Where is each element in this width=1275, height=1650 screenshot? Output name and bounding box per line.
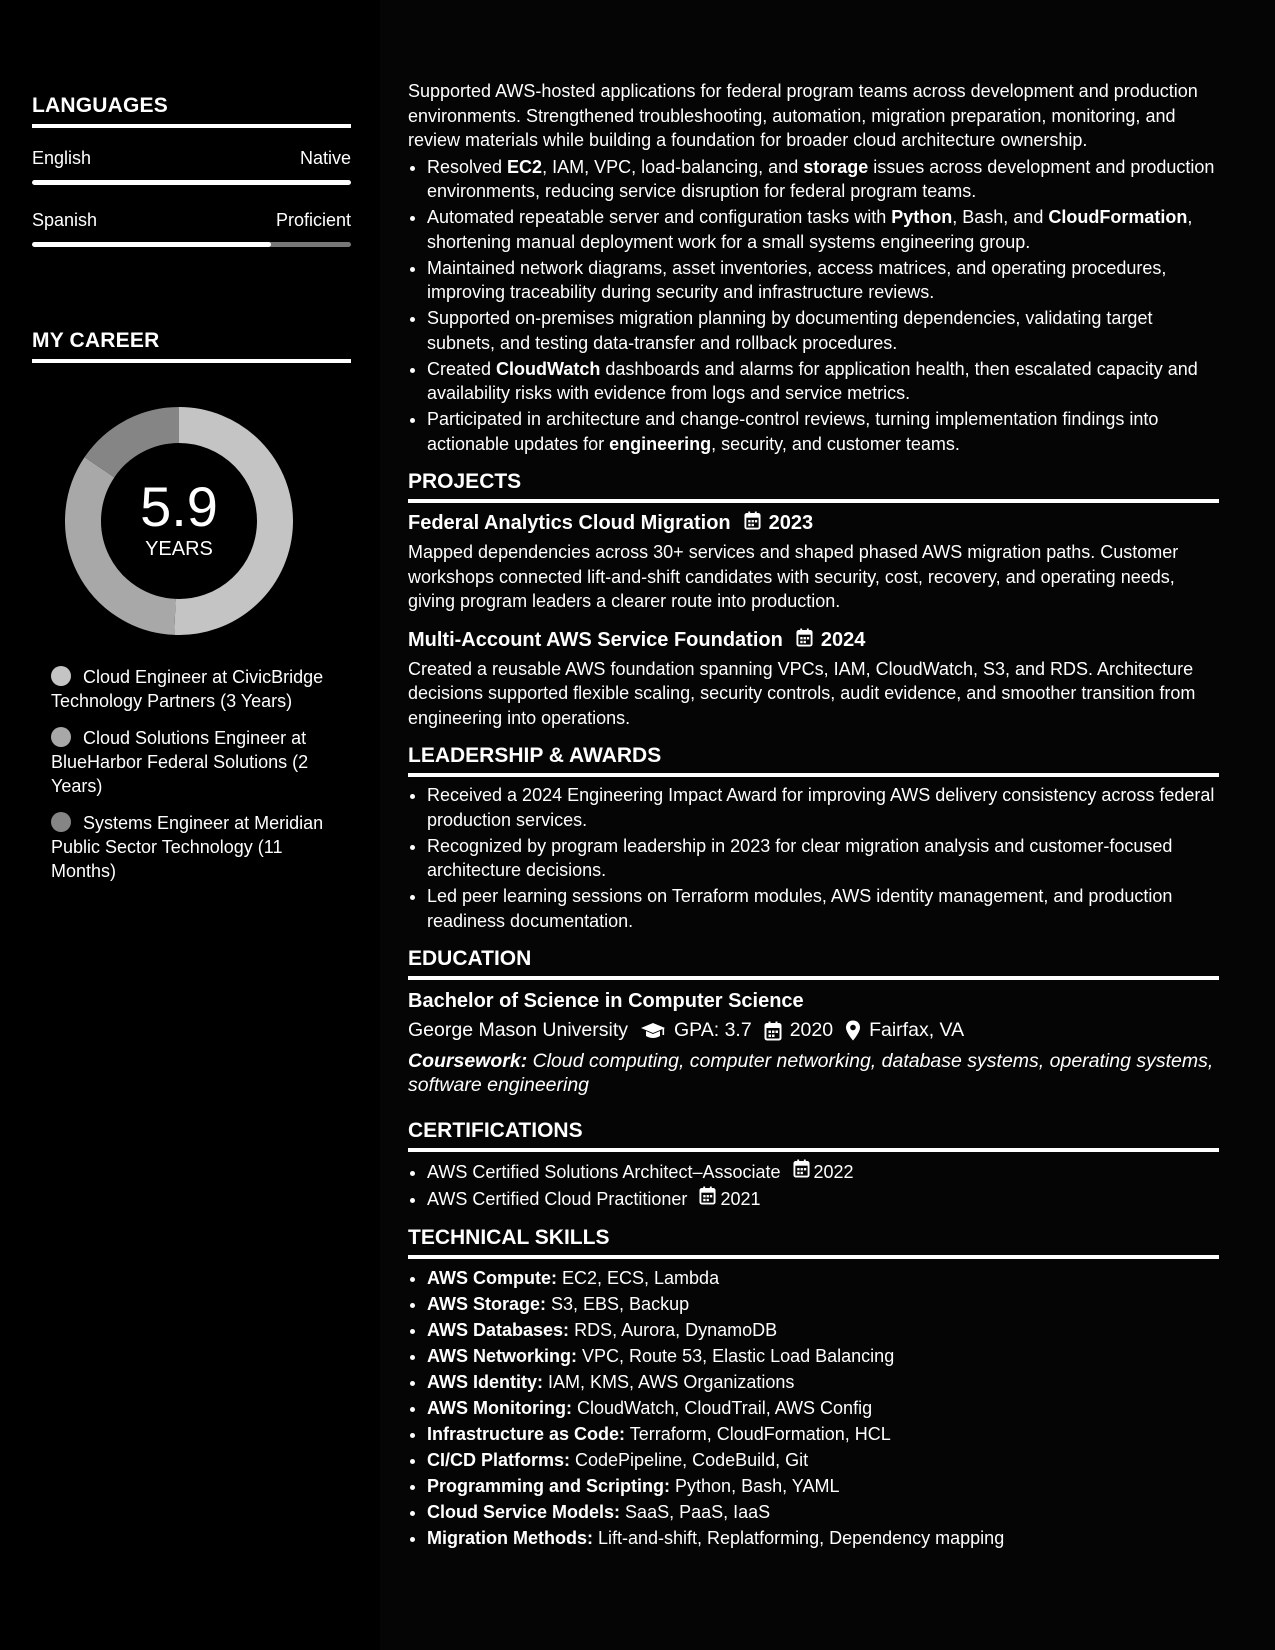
certification-row: [427, 1186, 1219, 1212]
career-dot: [51, 666, 71, 686]
language-row: [32, 210, 351, 231]
coursework-text: Cloud computing, computer networking, database systems, operating systems, software engineering: [408, 1050, 1214, 1096]
skill-value: Terraform, CloudFormation, HCL: [625, 1423, 891, 1444]
project-name: Multi-Account AWS Service Foundation: [408, 628, 783, 651]
projects-list: [408, 511, 1219, 730]
skill-value: CodePipeline, CodeBuild, Git: [570, 1449, 809, 1470]
degree-title: Bachelor of Science in Computer Science: [408, 990, 804, 1012]
skill-label: AWS Storage:: [427, 1293, 547, 1314]
language-proficiency-fill: [32, 242, 271, 247]
bullet-keyword: storage: [803, 156, 869, 177]
education-location: Fairfax, VA: [869, 1019, 965, 1041]
career-item: [51, 665, 336, 713]
bullet-text: Supported on-premises migration planning by documenting dependencies, validating target subnets, and testing data-transfer and rollback procedures.: [427, 308, 1153, 353]
experience-bullet: [427, 407, 1219, 456]
language-name: English: [32, 148, 92, 168]
experience-bullet: [427, 357, 1219, 406]
graduation-year: 2020: [789, 1019, 834, 1041]
calendar-icon: [744, 511, 761, 536]
calendar-icon: [796, 628, 813, 653]
certification-item: [427, 1159, 1219, 1185]
career-list: [51, 665, 336, 883]
bullet-keyword: CloudWatch: [496, 358, 601, 379]
sidebar-content: [32, 94, 351, 896]
bullet-text: Participated in architecture and change-control reviews, turning implementation findings into actionable updates for: [427, 409, 1159, 454]
skill-value: Python, Bash, YAML: [670, 1475, 840, 1496]
bullet-keyword: EC2: [507, 156, 543, 177]
experience-bullet: [427, 256, 1219, 305]
career-years-value: 5.9: [140, 475, 218, 538]
bullet-text: issues across development and production environments, reducing service disruption for federal program teams.: [427, 156, 1215, 201]
project-year: 2024: [820, 628, 866, 651]
bullet-text: , security, and customer teams.: [711, 433, 960, 454]
projects-heading: PROJECTS: [408, 470, 1219, 503]
education-meta: [408, 1019, 1219, 1042]
certifications-heading: CERTIFICATIONS: [408, 1119, 1219, 1152]
skill-item: [427, 1422, 1219, 1447]
project-title: [408, 511, 1219, 536]
bullet-text: Maintained network diagrams, asset inventories, access matrices, and operating procedures, improving traceability during security and infrastructure reviews.: [427, 257, 1167, 302]
skill-item: [427, 1396, 1219, 1421]
education-section: [408, 947, 1219, 1097]
career-dot: [51, 727, 71, 747]
leadership-item: • Received a 2024 Engineering Impact Award for improving AWS delivery consistency across federal production services.: [427, 783, 1219, 832]
school-name: George Mason University: [408, 1019, 629, 1041]
skill-value: VPC, Route 53, Elastic Load Balancing: [577, 1345, 895, 1366]
project-name: Federal Analytics Cloud Migration: [408, 512, 731, 534]
language-item: [32, 210, 351, 247]
language-proficiency-fill: [32, 180, 351, 185]
project-description: Created a reusable AWS foundation spanning VPCs, IAM, CloudWatch, S3, and RDS. Architecture decisions supported flexible scaling, security controls, audit evidence, and smoother transition from engineering into operations.: [408, 658, 1196, 728]
project-title: [408, 628, 1219, 653]
career-item-text: Systems Engineer at Meridian Public Sector Technology (11 Months): [51, 813, 324, 881]
certification-row: [427, 1159, 1219, 1185]
skill-item: [427, 1526, 1219, 1551]
skills-list: [408, 1266, 1219, 1551]
skill-item: [427, 1318, 1219, 1343]
skill-label: Infrastructure as Code:: [427, 1423, 626, 1444]
sidebar: [0, 0, 380, 1650]
projects-section: [408, 470, 1219, 730]
skill-item: [427, 1266, 1219, 1291]
project-year: 2023: [768, 512, 814, 534]
languages-heading: LANGUAGES: [32, 94, 351, 128]
project-item: [408, 628, 1219, 731]
skill-value: CloudWatch, CloudTrail, AWS Config: [571, 1397, 873, 1418]
skill-item: [427, 1448, 1219, 1473]
skill-item: [427, 1292, 1219, 1317]
career-section: [32, 329, 351, 883]
bullet-text: dashboards and alarms for application health, then escalated capacity and availability risks with evidence from logs and service metrics.: [427, 358, 1198, 403]
certifications-list: [408, 1159, 1219, 1212]
bullet-text: , IAM, VPC, load-balancing, and: [542, 156, 804, 177]
graduation-cap-icon: [640, 1021, 666, 1041]
career-years-unit: YEARS: [145, 538, 213, 560]
bullet-text: , shortening manual deployment work for a small systems engineering group.: [427, 207, 1193, 252]
skill-label: Programming and Scripting:: [427, 1475, 671, 1496]
experience-bullet: [427, 205, 1219, 254]
donut-center: [65, 407, 293, 635]
certifications-section: [408, 1119, 1219, 1212]
bullet-text: Automated repeatable server and configuration tasks with: [427, 207, 892, 227]
gpa: GPA: 3.7: [674, 1019, 752, 1041]
bullet-text: Resolved: [427, 156, 508, 177]
leadership-heading: LEADERSHIP & AWARDS: [408, 744, 1219, 777]
skill-value: SaaS, PaaS, IaaS: [620, 1501, 771, 1522]
language-row: [32, 148, 351, 169]
certification-item: [427, 1186, 1219, 1212]
bullet-keyword: Python: [891, 207, 953, 227]
experience-bullet: [427, 155, 1219, 204]
skill-label: Migration Methods:: [427, 1527, 593, 1548]
certification-name: • AWS Certified Cloud Practitioner: [427, 1188, 688, 1209]
certification-name: • AWS Certified Solutions Architect–Associate: [427, 1161, 781, 1182]
main-content: [380, 0, 1275, 1650]
language-level: Native: [299, 148, 351, 168]
career-donut-chart: [65, 407, 293, 635]
skill-item: [427, 1344, 1219, 1369]
skill-item: [427, 1500, 1219, 1525]
project-description: Mapped dependencies across 30+ services and shaped phased AWS migration paths. Customer workshops connected lift-and-shift candidates with security, cost, recovery, and operating needs, giving program leaders a clearer route into production.: [408, 542, 1179, 611]
skill-value: RDS, Aurora, DynamoDB: [569, 1319, 778, 1340]
career-item: [51, 811, 336, 883]
skill-label: AWS Identity:: [427, 1371, 543, 1392]
skill-label: CI/CD Platforms:: [427, 1449, 571, 1470]
skill-item: [427, 1370, 1219, 1395]
skill-label: AWS Databases:: [427, 1319, 570, 1340]
bullet-keyword: CloudFormation: [1048, 207, 1188, 227]
language-proficiency-bar: [32, 180, 351, 185]
certification-year: 2021: [720, 1188, 761, 1209]
certification-year: 2022: [813, 1161, 854, 1182]
skills-section: [408, 1226, 1219, 1551]
calendar-icon: [764, 1021, 782, 1041]
skill-value: IAM, KMS, AWS Organizations: [543, 1371, 795, 1392]
bullet-keyword: engineering: [609, 433, 712, 454]
skill-label: AWS Networking:: [427, 1345, 578, 1366]
education-heading: EDUCATION: [408, 947, 1219, 980]
skill-value: EC2, ECS, Lambda: [557, 1267, 720, 1288]
skills-heading: TECHNICAL SKILLS: [408, 1226, 1219, 1259]
skill-label: AWS Compute:: [427, 1267, 557, 1288]
career-item: [51, 726, 336, 798]
leadership-list: [408, 783, 1219, 933]
career-item-text: Cloud Solutions Engineer at BlueHarbor Federal Solutions (2 Years): [51, 728, 309, 796]
leadership-section: [408, 744, 1219, 933]
experience-intro: Supported AWS-hosted applications for federal program teams across development and production environments. Strengthened troubleshooting, automation, migration preparation, monitoring, and review materials while building a foundation for broader cloud architecture ownership.: [408, 81, 1198, 150]
career-heading: MY CAREER: [32, 329, 351, 363]
language-item: [32, 148, 351, 185]
career-dot: [51, 812, 71, 832]
language-name: Spanish: [32, 210, 98, 230]
coursework-label: Coursework:: [408, 1050, 528, 1072]
project-item: [408, 511, 1219, 614]
skill-label: Cloud Service Models:: [427, 1501, 621, 1522]
map-pin-icon: [845, 1020, 861, 1041]
experience-bullet: [427, 306, 1219, 355]
bullet-text: Created: [427, 358, 497, 379]
leadership-item: • Recognized by program leadership in 2023 for clear migration analysis and customer-focused architecture decisions.: [427, 834, 1219, 883]
bullet-text: , Bash, and: [952, 207, 1049, 227]
skill-label: AWS Monitoring:: [427, 1397, 572, 1418]
skill-value: S3, EBS, Backup: [546, 1293, 690, 1314]
coursework: [408, 1049, 1219, 1097]
language-proficiency-bar: [32, 242, 351, 247]
skill-value: Lift-and-shift, Replatforming, Dependency mapping: [592, 1527, 1005, 1548]
career-item-text: Cloud Engineer at CivicBridge Technology Partners (3 Years): [51, 667, 324, 711]
skill-item: [427, 1474, 1219, 1499]
language-level: Proficient: [275, 210, 351, 230]
leadership-item: • Led peer learning sessions on Terraform modules, AWS identity management, and production readiness documentation.: [427, 884, 1219, 933]
main-inner: [408, 79, 1219, 1552]
calendar-icon: [793, 1159, 810, 1185]
languages-list: [32, 148, 351, 247]
experience-bullets: [408, 155, 1219, 457]
calendar-icon: [699, 1186, 716, 1212]
